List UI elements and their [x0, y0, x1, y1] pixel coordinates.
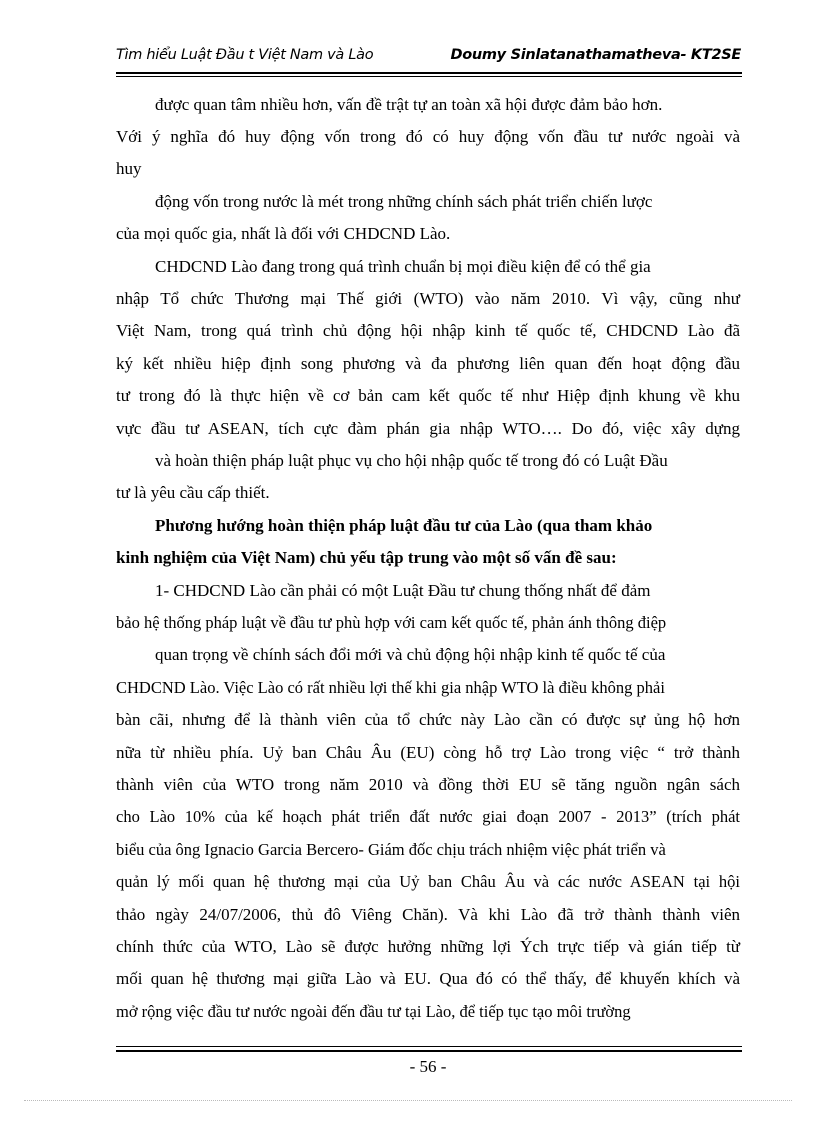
text-line: Việt Nam, trong quá trình chủ động hội nhập kinh tế quốc tế, CHDCND Lào đã [116, 321, 740, 340]
text-line: vực đầu tư ASEAN, tích cực đàm phán gia nhập WTO…. Do đó, việc xây dựng [116, 419, 740, 438]
section-heading-line: Phương hướng hoàn thiện pháp luật đầu tư của Lào (qua tham khảo [155, 516, 653, 535]
text-line: của mọi quốc gia, nhất là đối với CHDCND Lào. [116, 224, 451, 243]
text-line: cho Lào 10% của kế hoạch phát triển đất nước giai đoạn 2007 - 2013” (trích phát [116, 807, 740, 826]
text-line: chính thức của WTO, Lào sẽ được hưởng những lợi Ých trực tiếp và gián tiếp từ [116, 937, 740, 956]
page-edge-divider [24, 1100, 792, 1101]
header-rule-thin [116, 76, 742, 77]
list-item-line: 1- CHDCND Lào cần phải có một Luật Đầu tư chung thống nhất để đảm [155, 581, 651, 600]
header-rule-thick [116, 72, 742, 74]
text-line: mối quan hệ thương mại giữa Lào và EU. Qua đó có thể thấy, để khuyến khích và [116, 969, 740, 988]
running-header-author: Doumy Sinlatanathamatheva- KT2SE [450, 47, 741, 63]
page-number: - 56 - [409, 1057, 447, 1076]
text-line: huy [116, 159, 142, 178]
text-line: CHDCND Lào đang trong quá trình chuẩn bị mọi điều kiện để có thể gia [155, 257, 651, 276]
text-line: được quan tâm nhiều hơn, vấn đề trật tự an toàn xã hội được đảm bảo hơn. [155, 95, 663, 114]
text-line: thành viên của WTO trong năm 2010 và đồng thời EU sẽ tăng nguồn ngân sách [116, 775, 740, 794]
section-heading-line: kinh nghiệm của Việt Nam) chủ yếu tập trung vào một số vấn đề sau: [116, 548, 617, 567]
text-line: ký kết nhiều hiệp định song phương và đa phương liên quan đến hoạt động đầu [116, 354, 740, 373]
text-line: quan trọng về chính sách đổi mới và chủ động hội nhập kinh tế quốc tế của [155, 645, 666, 664]
text-line: Với ý nghĩa đó huy động vốn trong đó có huy động vốn đầu tư nước ngoài và [116, 127, 740, 146]
text-line: tư trong đó là thực hiện về cơ bản cam kết quốc tế như Hiệp định khung về khu [116, 386, 740, 405]
running-header-title: Tìm hiểu Luật Đầu t Việt Nam và Lào [116, 47, 374, 63]
footer-rule-thick [116, 1050, 742, 1052]
text-line: thảo ngày 24/07/2006, thủ đô Viêng Chăn). Và khi Lào đã trở thành thành viên [116, 905, 740, 924]
text-line: bảo hệ thống pháp luật về đầu tư phù hợp với cam kết quốc tế, phản ánh thông điệp [116, 613, 667, 632]
text-line: bàn cãi, nhưng để là thành viên của tổ chức này Lào cần có được sự ủng hộ hơn [116, 710, 740, 729]
text-line: quản lý mối quan hệ thương mại của Uỷ ban Châu Âu và các nước ASEAN tại hội [116, 872, 740, 891]
text-line: động vốn trong nước là mét trong những chính sách phát triển chiến lược [155, 192, 653, 211]
text-line: nhập Tổ chức Thương mại Thế giới (WTO) vào năm 2010. Vì vậy, cũng như [116, 289, 740, 308]
footer-rule-thin [116, 1046, 742, 1047]
text-line: CHDCND Lào. Việc Lào có rất nhiều lợi thế khi gia nhập WTO là điều không phải [116, 678, 665, 697]
text-line: biểu của ông Ignacio Garcia Bercero- Giám đốc chịu trách nhiệm việc phát triển và [116, 840, 666, 859]
text-line: mở rộng việc đầu tư nước ngoài đến đầu tư tại Lào, để tiếp tục tạo môi trường [116, 1002, 631, 1021]
text-line: nữa từ nhiều phía. Uỷ ban Châu Âu (EU) còng hỗ trợ Lào trong việc “ trở thành [116, 743, 740, 762]
text-line: và hoàn thiện pháp luật phục vụ cho hội nhập quốc tế trong đó có Luật Đầu [155, 451, 668, 470]
text-line: tư là yêu cầu cấp thiết. [116, 483, 270, 502]
